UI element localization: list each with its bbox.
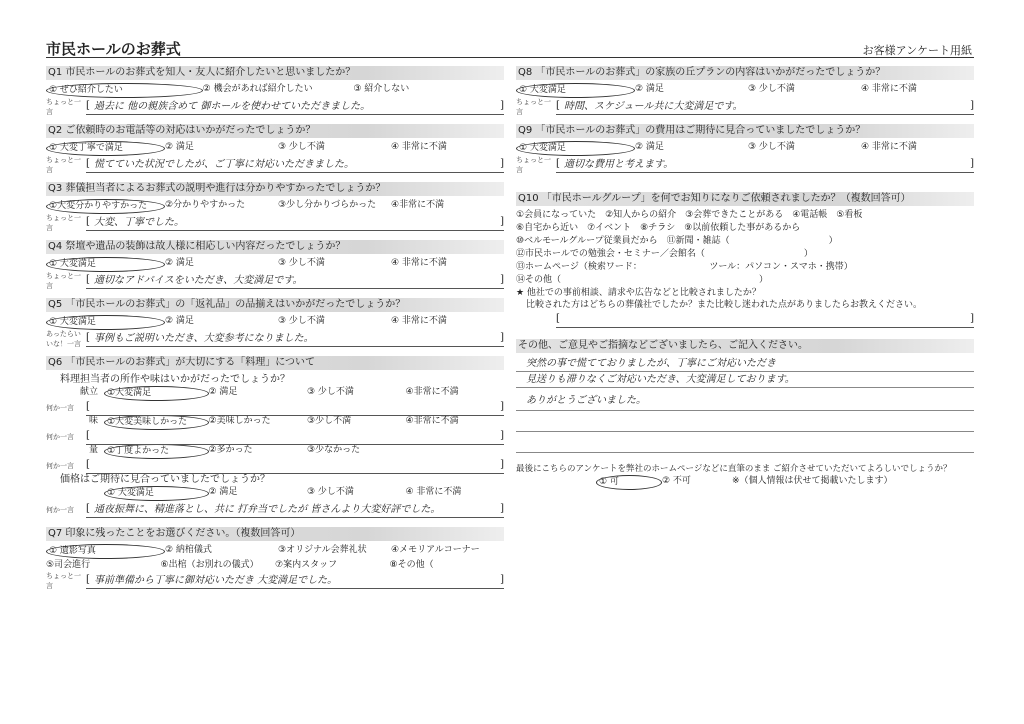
opinion-line-2[interactable]: 見送りも滞りなくご対応いただき、大変満足しております。 xyxy=(516,372,974,388)
right-column xyxy=(516,66,974,498)
final-note: ※（個人情報は伏せて掲載いたします） xyxy=(732,476,893,486)
q6-price-opt-1[interactable]: ① 大変満足 xyxy=(104,486,209,501)
q1-option-1[interactable]: ① ぜひ紹介したい xyxy=(46,83,203,98)
comment-label: ちょっと一言 xyxy=(46,214,81,232)
comment-label: ちょっと一言 xyxy=(46,272,81,290)
q1-comment[interactable]: [ 過去に 他の親族含めて 御ホールを使わせていただきました。 ] xyxy=(86,100,504,115)
q8-option-4[interactable]: ④ 非常に不満 xyxy=(861,84,917,94)
final-block xyxy=(516,463,974,490)
q10-line-3[interactable]: ⑩ベルモールグループ従業員だから ⑪新聞・雑誌（ ） xyxy=(516,236,838,246)
comment-label: ちょっと一言 xyxy=(46,156,81,174)
q10-block xyxy=(516,192,974,329)
q10-line-4[interactable]: ⑫市民ホールでの勉強会・セミナー／会館名（ ） xyxy=(516,249,813,259)
q2-option-3[interactable]: ③ 少し不満 xyxy=(278,142,325,152)
q9-option-4[interactable]: ④ 非常に不満 xyxy=(861,142,917,152)
q6-row-2-opt-4[interactable]: ④非常に不満 xyxy=(405,416,459,426)
q2-block xyxy=(46,124,504,174)
q6-row-3-comment[interactable] xyxy=(86,459,504,474)
q6-price-opt-3[interactable]: ③ 少し不満 xyxy=(307,487,354,497)
q8-option-2[interactable]: ② 満足 xyxy=(635,84,664,94)
q9-option-2[interactable]: ② 満足 xyxy=(635,142,664,152)
q7-opt-8[interactable]: ⑧その他（ xyxy=(389,560,434,570)
q8-question: Q8 「市民ホールのお葬式」の家族の丘プランの内容はいかがだったでしょうか？ xyxy=(516,66,974,80)
q6-row-3-opt-2[interactable]: ②多かった xyxy=(208,445,253,455)
q3-option-4[interactable]: ④非常に不満 xyxy=(391,200,445,210)
comment-label: ちょっと一言 xyxy=(46,572,81,590)
opinion-line-1[interactable]: 突然の事で慌てておりましたが、丁寧にご対応いただき xyxy=(516,356,974,372)
q3-comment[interactable]: [ 大変、丁寧でした。 ] xyxy=(86,216,504,231)
q6-row-3-opt-4[interactable] xyxy=(406,444,505,459)
q4-option-3[interactable]: ③ 少し不満 xyxy=(278,258,325,268)
q6-row-3-opt-1[interactable]: ①丁度よかった xyxy=(104,444,209,459)
q6-row-1-opt-1[interactable]: ①大変満足 xyxy=(104,386,209,401)
q10-line-1[interactable]: ①会員になっていた ②知人からの紹介 ③会葬できたことがある ④電話帳 ⑤看板 xyxy=(516,210,863,220)
q7-comment[interactable]: [ 事前準備から丁寧に御対応いただき 大変満足でした。 ] xyxy=(86,574,504,589)
q10-star: ★ 他社での事前相談、請求や広告などと比較されましたか？ xyxy=(516,288,761,298)
form-type: お客様アンケート用紙 xyxy=(862,44,972,57)
opinion-line-3[interactable]: ありがとうございました。 xyxy=(516,388,974,411)
q8-block xyxy=(516,66,974,116)
q6-row-1-opt-3[interactable]: ③ 少し不満 xyxy=(307,387,354,397)
q7-opt-2[interactable]: ② 納棺儀式 xyxy=(165,545,212,555)
q3-option-3[interactable]: ③少し分かりづらかった xyxy=(278,200,377,210)
q5-comment[interactable]: [ 事例もご説明いただき、大変参考になりました。 ] xyxy=(86,332,504,347)
q6-row-1-key: 献立 xyxy=(79,387,98,397)
q3-option-2[interactable]: ②分かりやすかった xyxy=(165,200,246,210)
q7-opt-5[interactable]: ⑤司会進行 xyxy=(46,560,91,570)
q6-row-3-opt-3[interactable]: ③少なかった xyxy=(307,445,361,455)
q1-question: Q1 市民ホールのお葬式を知人・友人に紹介したいと思いましたか？ xyxy=(46,66,504,80)
q6-row-2-opt-1[interactable]: ①大変美味しかった xyxy=(104,415,209,430)
q10-compare-field[interactable] xyxy=(556,313,974,328)
q4-option-2[interactable]: ② 満足 xyxy=(165,258,194,268)
q1-options xyxy=(46,83,504,98)
q2-option-2[interactable]: ② 満足 xyxy=(165,142,194,152)
q7-block xyxy=(46,527,504,590)
q6-block xyxy=(46,356,504,519)
final-option-yes[interactable]: ① 可 xyxy=(596,475,662,490)
q2-question: Q2 ご依頼時のお電話等の対応はいかがだったでしょうか？ xyxy=(46,124,504,138)
q8-option-1[interactable]: ① 大変満足 xyxy=(516,83,635,98)
q10-star-2: 比較された方はどちらの葬儀社でしたか？また比較し迷われた点がありましたらお教えください。 xyxy=(526,300,923,310)
q6-row-1-comment[interactable] xyxy=(86,401,504,416)
q2-option-1[interactable]: ① 大変丁寧で満足 xyxy=(46,141,165,156)
q6-row-2-key: 味 xyxy=(88,416,98,426)
q4-option-1[interactable]: ① 大変満足 xyxy=(46,257,165,272)
q9-option-3[interactable]: ③ 少し不満 xyxy=(748,142,795,152)
q5-option-2[interactable]: ② 満足 xyxy=(165,316,194,326)
final-option-no[interactable]: ② 不可 xyxy=(662,476,691,486)
q9-option-1[interactable]: ① 大変満足 xyxy=(516,141,635,156)
q3-question: Q3 葬儀担当者によるお葬式の説明や進行は分かりやすかったでしょうか？ xyxy=(46,182,504,196)
q7-opt-3[interactable]: ③オリジナル会葬礼状 xyxy=(278,545,367,555)
any-label: 何か一言 xyxy=(46,462,74,470)
q6-price-opt-2[interactable]: ② 満足 xyxy=(208,487,238,497)
q7-opt-6[interactable]: ⑥出棺（お別れの儀式） xyxy=(160,560,259,570)
q5-option-4[interactable]: ④ 非常に不満 xyxy=(391,316,447,326)
form-title: 市民ホールのお葬式 xyxy=(46,40,181,58)
q1-option-3[interactable]: ③ 紹介しない xyxy=(353,84,410,94)
q10-line-2[interactable]: ⑥自宅から近い ⑦イベント ⑧チラシ ⑨以前依頼した事があるから xyxy=(516,223,801,233)
q5-option-1[interactable]: ① 大変満足 xyxy=(46,315,165,330)
opinion-line-5[interactable] xyxy=(516,432,974,453)
q4-question: Q4 祭壇や遺品の装飾は故人様に相応しい内容だったでしょうか？ xyxy=(46,240,504,254)
q7-question: Q7 印象に残ったことをお選びください。（複数回答可） xyxy=(46,527,504,541)
q6-row-1-opt-4[interactable]: ④非常に不満 xyxy=(405,387,459,397)
q6-question-2: 料理担当者の所作や味はいかがだったでしょうか？ xyxy=(60,374,290,385)
any-label: 何か一言 xyxy=(46,433,74,441)
comment-label: ちょっと一言 xyxy=(46,98,81,116)
q10-line-6[interactable]: ⑭その他（ ） xyxy=(516,275,769,285)
comment-label: ちょっと一言 xyxy=(516,156,551,174)
q5-question: Q5 「市民ホールのお葬式」の「返礼品」の品揃えはいかがだったでしょうか？ xyxy=(46,298,504,312)
q6-price-question: 価格はご期待に見合っていましたでしょうか？ xyxy=(60,474,270,485)
q2-comment[interactable]: [ 慌てていた状況でしたが、ご丁寧に対応いただきました。 ] xyxy=(86,158,504,173)
q6-question: Q6 「市民ホールのお葬式」が大切にする「料理」について xyxy=(46,356,504,370)
q3-block xyxy=(46,182,504,232)
left-column xyxy=(46,66,504,598)
q10-line-5[interactable]: ⑬ホームページ（検索ワード： ツール：パソコン・スマホ・携帯） xyxy=(516,262,853,272)
comment-label: ちょっと一言 xyxy=(516,98,551,116)
q9-comment[interactable]: [ 適切な費用と考えます。 ] xyxy=(556,158,974,173)
header-rule xyxy=(46,57,974,58)
q4-block xyxy=(46,240,504,290)
q8-comment[interactable]: [ 時間、スケジュール共に大変満足です。 ] xyxy=(556,100,974,115)
q6-price-comment[interactable]: [ 通夜振舞に、精進落とし、共に 打弁当でしたが 皆さんより大変好評でした。 ] xyxy=(86,503,504,518)
q6-row-2-opt-3[interactable]: ③少し不満 xyxy=(307,416,352,426)
q9-question: Q9 「市民ホールのお葬式」の費用はご期待に見合っていましたでしょうか？ xyxy=(516,124,974,138)
q5-block xyxy=(46,298,504,348)
q6-row-1-opt-2[interactable]: ② 満足 xyxy=(208,387,238,397)
q6-row-3-key: 量 xyxy=(88,445,98,455)
q10-question: Q10 「市民ホールグループ」を何でお知りになりご依頼されましたか？（複数回答可） xyxy=(516,192,974,206)
q1-option-2[interactable]: ② 機会があれば紹介したい xyxy=(202,84,313,94)
q7-opt-1[interactable]: ① 遺影写真 xyxy=(46,544,165,559)
q7-opt-7[interactable]: ⑦案内スタッフ xyxy=(275,560,338,570)
q4-option-4[interactable]: ④ 非常に不満 xyxy=(391,258,447,268)
q4-comment[interactable]: [ 適切なアドバイスをいただき、大変満足です。 ] xyxy=(86,274,504,289)
q6-row-2-comment[interactable] xyxy=(86,430,504,445)
q8-option-3[interactable]: ③ 少し不満 xyxy=(748,84,795,94)
q9-block xyxy=(516,124,974,174)
opinion-question: その他、ご意見やご指摘などございましたら、ご記入ください。 xyxy=(516,339,974,353)
q2-option-4[interactable]: ④ 非常に不満 xyxy=(391,142,447,152)
any-label: 何か一言 xyxy=(46,506,74,514)
q6-price-opt-4[interactable]: ④ 非常に不満 xyxy=(405,487,462,497)
opinion-line-4[interactable] xyxy=(516,411,974,432)
any-label: 何か一言 xyxy=(46,404,74,412)
opinion-block xyxy=(516,339,974,453)
q6-row-2-opt-2[interactable]: ②美味しかった xyxy=(208,416,271,426)
q3-option-1[interactable]: ①大変分かりやすかった xyxy=(46,199,165,214)
q1-block xyxy=(46,66,504,116)
q5-option-3[interactable]: ③ 少し不満 xyxy=(278,316,325,326)
final-question: 最後にこちらのアンケートを弊社のホームページなどに直筆のまま ご紹介させていただいてよろしいでしょうか？ xyxy=(516,464,952,474)
q7-opt-4[interactable]: ④メモリアルコーナー xyxy=(391,545,480,555)
q5-comment-label: あったらいいな！一言 xyxy=(46,330,81,348)
